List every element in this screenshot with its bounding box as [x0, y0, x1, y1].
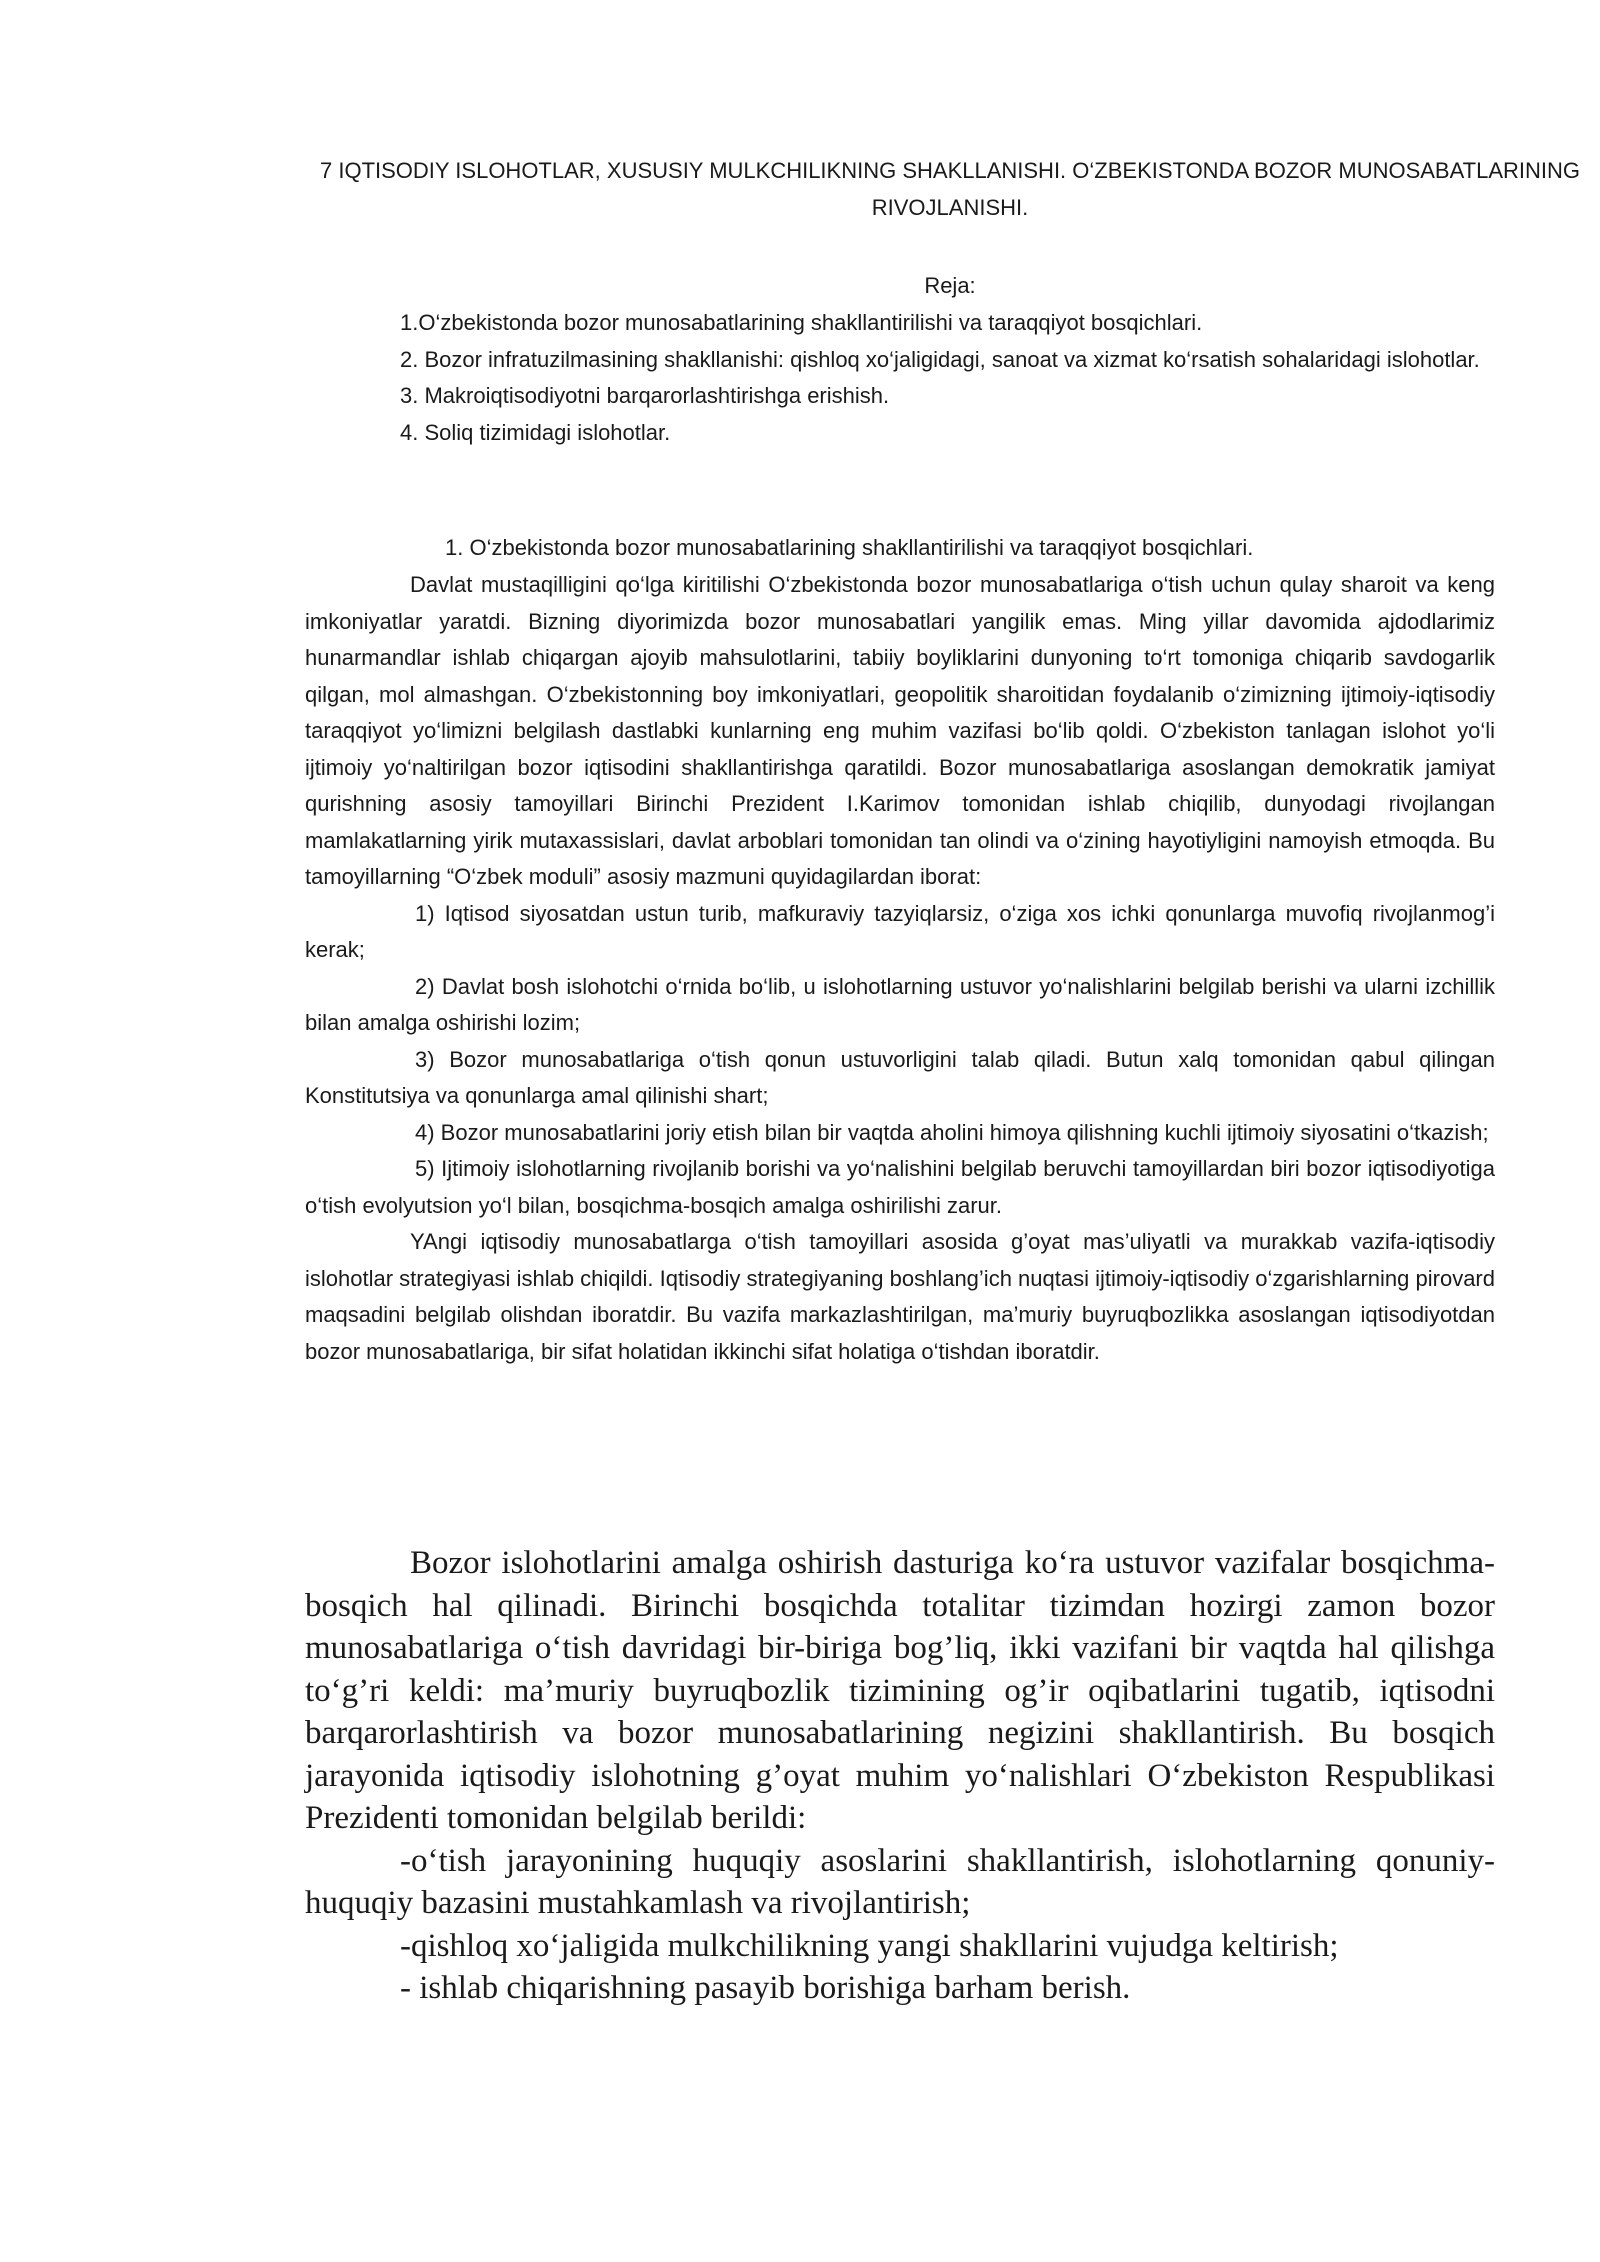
plan-item: 2. Bozor infratuzilmasining shakllanishi: qishloq xo‘jaligidagi, sanoat va xizmat ko‘rsatish sohalaridagi islohotlar.	[400, 346, 1480, 372]
program-paragraph: Bozor islohotlarini amalga oshirish dasturiga ko‘ra ustuvor vazifalar bosqichma-bosqich hal qilinadi. Birinchi bosqichda totalitar tizimdan hozirgi zamon bozor munosabatlariga o‘tish davridagi bir-biriga bog’liq, ikki vazifani bir vaqtda hal qilishga to‘g’ri keldi: ma’muriy buyruqbozlik tizimining og’ir oqibatlarini tugatib, iqtisodni barqarorlashtirish va bozor munosabatlarining negizini shakllantirish. Bu bosqich jarayonida iqtisodiy islohotning g’oyat muhim yo‘nalishlari O‘zbekiston Respublikasi Prezidenti tomonidan belgilab berildi:	[305, 1545, 1495, 1836]
principle-item: 5) Ijtimoiy islohotlarning rivojlanib borishi va yo‘nalishini belgilab beruvchi tamoyillardan biri bozor iqtisodiyotiga o‘tish evolyutsion yo‘l bilan, bosqichma-bosqich amalga oshirilishi zarur.	[305, 1156, 1495, 1218]
direction-item: - ishlab chiqarishning pasayib borishiga barham berish.	[400, 1970, 1131, 2006]
plan-label: Reja:	[924, 273, 976, 298]
principle-item: 4) Bozor munosabatlarini joriy etish bilan bir vaqtda aholini himoya qilishning kuchli ijtimoiy siyosatini o‘tkazish;	[415, 1119, 1489, 1145]
strategy-paragraph: YAngi iqtisodiy munosabatlarga o‘tish tamoyillari asosida g’oyat mas’uliyatli va murakkab vazifa-iqtisodiy islohotlar strategiyasi ishlab chiqildi. Iqtisodiy strategiyaning boshlang’ich nuqtasi ijtimoiy-iqtisodiy o‘zgarishlarning pirovard maqsadini belgilab olishdan iboratdir. Bu vazifa markazlashtirilgan, ma’muriy buyruqbozlikka asoslangan iqtisodiyotdan bozor munosabatlariga, bir sifat holatidan ikkinchi sifat holatiga o‘tishdan iboratdir.	[305, 1229, 1495, 1364]
intro-paragraph: Davlat mustaqilligini qo‘lga kiritilishi O‘zbekistonda bozor munosabatlariga o‘tish uchun qulay sharoit va keng imkoniyatlar yaratdi. Bizning diyorimizda bozor munosabatlari yangilik emas. Ming yillar davomida ajdodlarimiz hunarmandlar ishlab chiqargan ajoyib mahsulotlarini, tabiiy boyliklarini dunyoning to‘rt tomoniga chiqarib savdogarlik qilgan, mol almashgan. O‘zbekistonning boy imkoniyatlari, geopolitik sharoitidan foydalanib o‘zimizning ijtimoiy-iqtisodiy taraqqiyot yo‘limizni belgilash dastlabki kunlarning eng muhim vazifasi bo‘lib qoldi. O‘zbekiston tanlagan islohot yo‘li ijtimoiy yo‘naltirilgan bozor iqtisodini shakllantirishga qaratildi. Bozor munosabatlariga asoslangan demokratik jamiyat qurishning asosiy tamoyillari Birinchi Prezident I.Karimov tomonidan ishlab chiqilib, dunyodagi rivojlangan mamlakatlarning yirik mutaxassislari, davlat arboblari tomonidan tan olindi va o‘zining hayotiyligini namoyish etmoqda. Bu tamoyillarning “O‘zbek moduli” asosiy mazmuni quyidagilardan iborat:	[305, 572, 1495, 889]
direction-item: -o‘tish jarayonining huquqiy asoslarini shakllantirish, islohotlarning qonuniy-huquqiy bazasini mustahkamlash va rivojlantirish;	[305, 1842, 1495, 1921]
program-section	[305, 1542, 1495, 2010]
plan-item: 3. Makroiqtisodiyotni barqarorlashtirishga erishish.	[400, 383, 890, 408]
plan-item: 1.O‘zbekistonda bozor munosabatlarining shakllantirilishi va taraqqiyot bosqichlari.	[400, 310, 1203, 335]
plan-list	[305, 305, 1495, 451]
document-title: 7 IQTISODIY ISLOHOTLAR, XUSUSIY MULKCHILIKNING SHAKLLANISHI. O‘ZBEKISTONDA BOZOR MUNOSABATLARINING RIVOJLANISHI.	[320, 158, 1580, 220]
principle-item: 2) Davlat bosh islohotchi o‘rnida bo‘lib, u islohotlarning ustuvor yo‘nalishlarini belgilab berishi va ularni izchillik bilan amalga oshirishi lozim;	[305, 973, 1495, 1035]
principle-item: 3) Bozor munosabatlariga o‘tish qonun ustuvorligini talab qiladi. Butun xalq tomonidan qabul qilingan Konstitutsiya va qonunlarga amal qilinishi shart;	[305, 1046, 1495, 1108]
section-body	[305, 567, 1495, 1370]
plan-item: 4. Soliq tizimidagi islohotlar.	[400, 419, 671, 445]
section-heading: 1. O‘zbekistonda bozor munosabatlarining shakllantirilishi va taraqqiyot bosqichlari.	[445, 535, 1254, 560]
principle-item: 1) Iqtisod siyosatdan ustun turib, mafkuraviy tazyiqlarsiz, o‘ziga xos ichki qonunlarga muvofiq rivojlanmog’i kerak;	[305, 900, 1495, 962]
direction-item: -qishloq xo‘jaligida mulkchilikning yangi shakllarini vujudga keltirish;	[400, 1927, 1339, 1964]
